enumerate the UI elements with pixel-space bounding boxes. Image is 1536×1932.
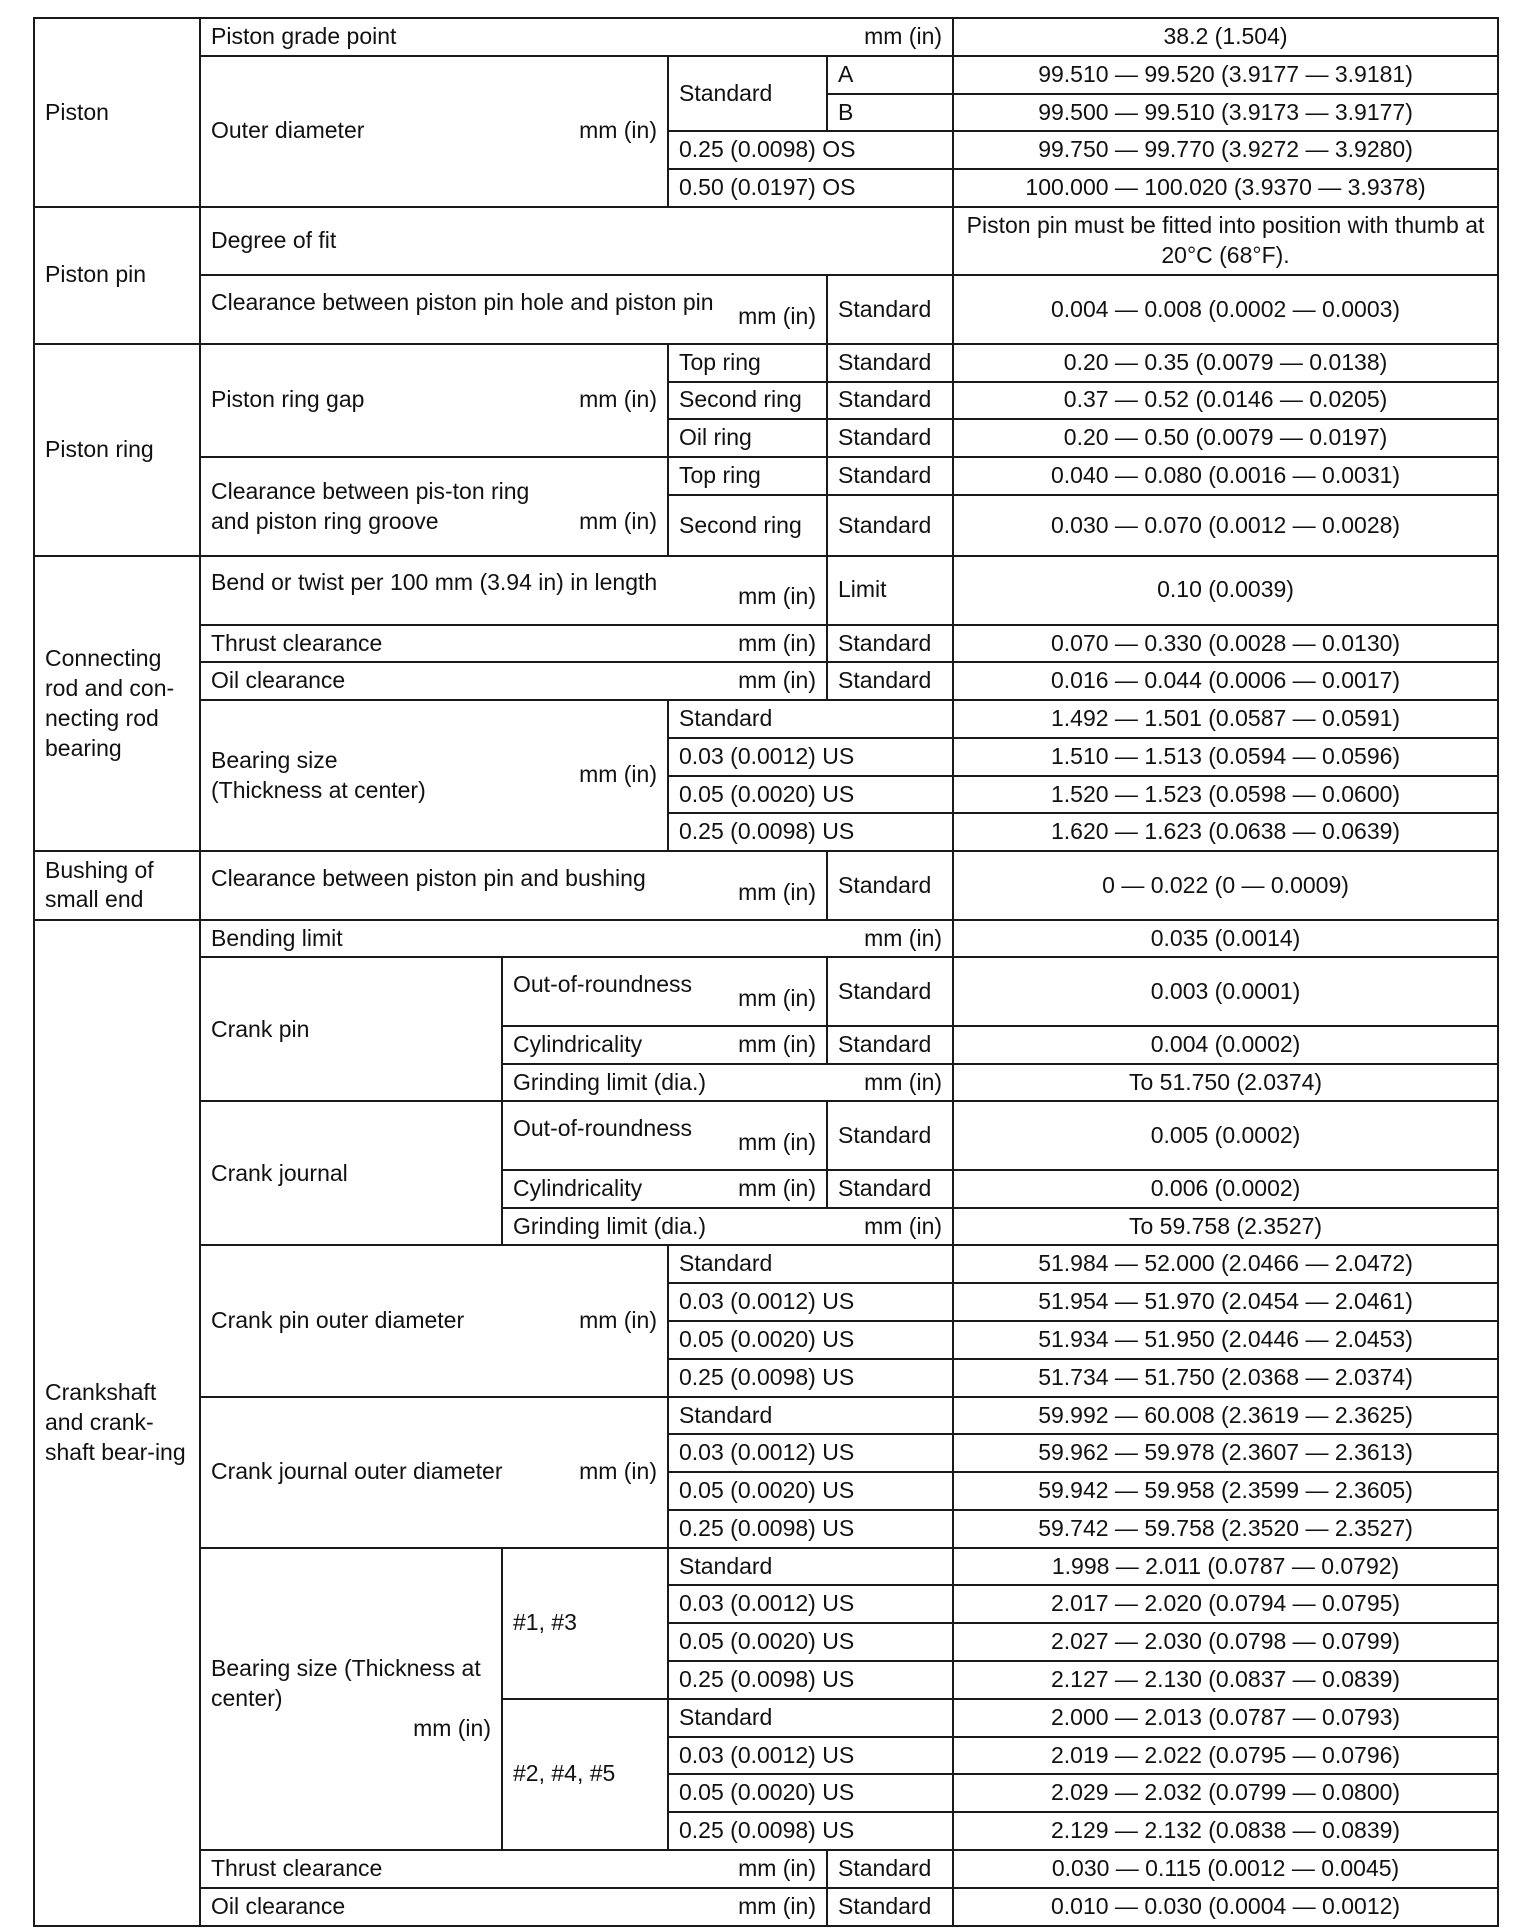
size-value: 1.510 — 1.513 (0.0594 — 0.0596): [953, 738, 1498, 776]
crank-journal-label: Crank journal: [200, 1101, 502, 1245]
size-value: 1.492 — 1.501 (0.0587 — 0.0591): [953, 700, 1498, 738]
category-piston-pin: Piston pin: [34, 207, 200, 344]
standard-label: Standard: [827, 662, 953, 700]
size-value: 2.017 — 2.020 (0.0794 — 0.0795): [953, 1585, 1498, 1623]
unit-label: mm (in): [579, 1307, 657, 1334]
unit-label: mm (in): [738, 984, 816, 1011]
gap-top-value: 0.20 — 0.35 (0.0079 — 0.0138): [953, 344, 1498, 382]
label-text: Outer diameter: [211, 117, 365, 144]
standard-label: Standard: [827, 851, 953, 919]
size-value: 2.127 — 2.130 (0.0837 — 0.0839): [953, 1661, 1498, 1699]
unit-label: mm (in): [738, 1128, 816, 1155]
ring-groove-label: [200, 457, 668, 556]
pin-clearance-type: Standard: [827, 275, 953, 343]
bushing-clearance-value: 0 — 0.022 (0 — 0.0009): [953, 851, 1498, 919]
label-text: Grinding limit (dia.): [513, 1068, 706, 1095]
size-label: 0.25 (0.0098) US: [668, 1359, 953, 1397]
size-label: 0.05 (0.0020) US: [668, 1623, 953, 1661]
size-value: 51.984 — 52.000 (2.0466 — 2.0472): [953, 1245, 1498, 1283]
grade-a-value: 99.510 — 99.520 (3.9177 — 3.9181): [953, 56, 1498, 94]
size-value: 2.019 — 2.022 (0.0795 — 0.0796): [953, 1737, 1498, 1775]
label-text: Clearance between piston pin hole and piston pin: [211, 288, 714, 315]
label-text: Out-of-roundness: [513, 1114, 692, 1141]
table-row: [34, 56, 1498, 94]
os050-value: 100.000 — 100.020 (3.9370 — 3.9378): [953, 169, 1498, 207]
label-text: Clearance between pis-ton ring and piston ring groove: [211, 477, 530, 534]
crank-pin-oor-value: 0.003 (0.0001): [953, 957, 1498, 1025]
grade-b-label: B: [827, 94, 953, 132]
category-bushing: Bushing of small end: [34, 851, 200, 919]
size-label: Standard: [668, 700, 953, 738]
crank-journal-grind-value: To 59.758 (2.3527): [953, 1208, 1498, 1246]
os025-value: 99.750 — 99.770 (3.9272 — 3.9280): [953, 131, 1498, 169]
size-value: 1.998 — 2.011 (0.0787 — 0.0792): [953, 1548, 1498, 1586]
standard-label: Standard: [668, 56, 827, 132]
size-label: 0.25 (0.0098) US: [668, 813, 953, 851]
out-of-roundness-label: [502, 957, 827, 1025]
size-label: 0.03 (0.0012) US: [668, 1737, 953, 1775]
conrod-oil-label: [200, 662, 827, 700]
groove-second-value: 0.030 — 0.070 (0.0012 — 0.0028): [953, 495, 1498, 556]
crank-journal-cyl-value: 0.006 (0.0002): [953, 1170, 1498, 1208]
grinding-limit-label: [502, 1208, 953, 1246]
size-label: Standard: [668, 1699, 953, 1737]
category-conrod: Connecting rod and con-necting rod bearing: [34, 556, 200, 851]
unit-label: mm (in): [738, 1892, 816, 1919]
category-piston: Piston: [34, 18, 200, 207]
grade-a-label: A: [827, 56, 953, 94]
size-value: 2.029 — 2.032 (0.0799 — 0.0800): [953, 1774, 1498, 1812]
table-row: [34, 1850, 1498, 1888]
bend-twist-label: [200, 556, 827, 624]
label-text: Piston ring gap: [211, 386, 365, 413]
unit-label: mm (in): [579, 507, 657, 534]
label-text: (Thickness at center): [211, 776, 426, 803]
label-text: Cylindricality: [513, 1174, 643, 1201]
size-label: 0.25 (0.0098) US: [668, 1510, 953, 1548]
size-label: Standard: [668, 1397, 953, 1435]
standard-label: Standard: [827, 1850, 953, 1888]
size-label: 0.05 (0.0020) US: [668, 776, 953, 814]
piston-grade-point-label: [200, 18, 953, 56]
standard-label: Standard: [827, 495, 953, 556]
size-value: 51.954 — 51.970 (2.0454 — 2.0461): [953, 1283, 1498, 1321]
label-text: Oil clearance: [211, 667, 346, 694]
unit-label: mm (in): [738, 1854, 816, 1881]
label-text: Thrust clearance: [211, 1854, 383, 1881]
standard-label: Standard: [827, 957, 953, 1025]
outer-diameter-label: [200, 56, 668, 207]
crank-oil-value: 0.010 — 0.030 (0.0004 — 0.0012): [953, 1888, 1498, 1926]
gap-second-value: 0.37 — 0.52 (0.0146 — 0.0205): [953, 382, 1498, 420]
unit-label: mm (in): [738, 583, 816, 610]
table-row: [34, 1245, 1498, 1283]
standard-label: Standard: [827, 1101, 953, 1169]
conrod-thrust-label: [200, 625, 827, 663]
size-value: 51.934 — 51.950 (2.0446 — 2.0453): [953, 1321, 1498, 1359]
os050-label: 0.50 (0.0197) OS: [668, 169, 953, 207]
bend-twist-value: 0.10 (0.0039): [953, 556, 1498, 624]
size-label: 0.03 (0.0012) US: [668, 1283, 953, 1321]
category-crankshaft: Crankshaft and crank-shaft bear-ing: [34, 920, 200, 1926]
size-label: 0.03 (0.0012) US: [668, 738, 953, 776]
crank-journal-oor-value: 0.005 (0.0002): [953, 1101, 1498, 1169]
table-row: [34, 662, 1498, 700]
standard-label: Standard: [827, 457, 953, 495]
size-label: 0.03 (0.0012) US: [668, 1434, 953, 1472]
standard-label: Standard: [827, 1026, 953, 1064]
table-row: [34, 344, 1498, 382]
bushing-clearance-label: [200, 851, 827, 919]
unit-label: mm (in): [579, 386, 657, 413]
second-ring-label: Second ring: [668, 382, 827, 420]
crank-pin-grind-value: To 51.750 (2.0374): [953, 1064, 1498, 1102]
table-row: [34, 1101, 1498, 1169]
table-row: [34, 625, 1498, 663]
label-text: Crank pin outer diameter: [211, 1307, 465, 1334]
table-row: [34, 1548, 1498, 1586]
cylindricality-label: [502, 1170, 827, 1208]
standard-label: Standard: [827, 344, 953, 382]
label-text: Bending limit: [211, 924, 343, 951]
unit-label: mm (in): [579, 1458, 657, 1485]
conrod-oil-value: 0.016 — 0.044 (0.0006 — 0.0017): [953, 662, 1498, 700]
table-row: [34, 920, 1498, 958]
crank-thrust-value: 0.030 — 0.115 (0.0012 — 0.0045): [953, 1850, 1498, 1888]
label-text: Cylindricality: [513, 1030, 643, 1057]
journal-od-label: [200, 1397, 668, 1548]
unit-label: mm (in): [864, 924, 943, 951]
table-row: [34, 457, 1498, 495]
unit-label: mm (in): [738, 302, 816, 329]
size-label: Standard: [668, 1548, 953, 1586]
size-value: 1.620 — 1.623 (0.0638 — 0.0639): [953, 813, 1498, 851]
size-label: 0.05 (0.0020) US: [668, 1472, 953, 1510]
size-label: 0.05 (0.0020) US: [668, 1774, 953, 1812]
size-label: 0.05 (0.0020) US: [668, 1321, 953, 1359]
label-text: Out-of-roundness: [513, 970, 692, 997]
standard-label: Standard: [827, 382, 953, 420]
conrod-thrust-value: 0.070 — 0.330 (0.0028 — 0.0130): [953, 625, 1498, 663]
crank-thrust-label: [200, 1850, 827, 1888]
size-value: 2.027 — 2.030 (0.0798 — 0.0799): [953, 1623, 1498, 1661]
category-piston-ring: Piston ring: [34, 344, 200, 556]
grinding-limit-label: [502, 1064, 953, 1102]
unit-label: mm (in): [579, 760, 657, 787]
unit-label: mm (in): [738, 1030, 816, 1057]
unit-label: mm (in): [738, 878, 816, 905]
bending-limit-value: 0.035 (0.0014): [953, 920, 1498, 958]
top-ring-label: Top ring: [668, 344, 827, 382]
gap-oil-value: 0.20 — 0.50 (0.0079 — 0.0197): [953, 419, 1498, 457]
pin-clearance-value: 0.004 — 0.008 (0.0002 — 0.0003): [953, 275, 1498, 343]
label-text: Oil clearance: [211, 1892, 346, 1919]
size-label: Standard: [668, 1245, 953, 1283]
out-of-roundness-label: [502, 1101, 827, 1169]
label-text: Grinding limit (dia.): [513, 1212, 706, 1239]
unit-label: mm (in): [413, 1714, 491, 1741]
size-value: 59.992 — 60.008 (2.3619 — 2.3625): [953, 1397, 1498, 1435]
unit-label: mm (in): [738, 629, 816, 656]
label-text: Bearing size: [211, 746, 338, 773]
size-label: 0.25 (0.0098) US: [668, 1812, 953, 1850]
label-text: Bend or twist per 100 mm (3.94 in) in length: [211, 569, 658, 596]
main-bearing-label: [200, 1548, 502, 1850]
table-row: [34, 207, 1498, 275]
table-row: [34, 556, 1498, 624]
size-label: 0.25 (0.0098) US: [668, 1661, 953, 1699]
oil-ring-label: Oil ring: [668, 419, 827, 457]
size-value: 59.962 — 59.978 (2.3607 — 2.3613): [953, 1434, 1498, 1472]
pin-clearance-label: [200, 275, 827, 343]
degree-of-fit-value: Piston pin must be fitted into position with thumb at 20°C (68°F).: [953, 207, 1498, 275]
label-text: Thrust clearance: [211, 629, 383, 656]
label-text: Piston grade point: [211, 22, 397, 49]
piston-grade-point-value: 38.2 (1.504): [953, 18, 1498, 56]
crank-oil-label: [200, 1888, 827, 1926]
cylindricality-label: [502, 1026, 827, 1064]
table-row: [34, 1397, 1498, 1435]
table-row: [34, 700, 1498, 738]
size-value: 59.942 — 59.958 (2.3599 — 2.3605): [953, 1472, 1498, 1510]
bearing-group-1-label: #1, #3: [502, 1548, 668, 1699]
table-row: [34, 1888, 1498, 1926]
crank-pin-cyl-value: 0.004 (0.0002): [953, 1026, 1498, 1064]
os025-label: 0.25 (0.0098) OS: [668, 131, 953, 169]
unit-label: mm (in): [864, 1212, 943, 1239]
second-ring-label: Second ring: [668, 495, 827, 556]
table-row: [34, 18, 1498, 56]
spec-table: [33, 17, 1499, 1927]
groove-top-value: 0.040 — 0.080 (0.0016 — 0.0031): [953, 457, 1498, 495]
top-ring-label: Top ring: [668, 457, 827, 495]
pin-od-label: [200, 1245, 668, 1396]
grade-b-value: 99.500 — 99.510 (3.9173 — 3.9177): [953, 94, 1498, 132]
degree-of-fit-label: Degree of fit: [200, 207, 953, 275]
label-text: Bearing size (Thickness at center): [211, 1654, 481, 1711]
crank-pin-label: Crank pin: [200, 957, 502, 1101]
table-row: [34, 851, 1498, 919]
label-text: Crank journal outer diameter: [211, 1458, 503, 1485]
label-text: Clearance between piston pin and bushing: [211, 864, 646, 891]
size-value: 59.742 — 59.758 (2.3520 — 2.3527): [953, 1510, 1498, 1548]
standard-label: Standard: [827, 1170, 953, 1208]
unit-label: mm (in): [864, 22, 943, 49]
standard-label: Standard: [827, 625, 953, 663]
size-label: 0.03 (0.0012) US: [668, 1585, 953, 1623]
standard-label: Standard: [827, 419, 953, 457]
unit-label: mm (in): [864, 1068, 943, 1095]
unit-label: mm (in): [738, 667, 816, 694]
size-value: 51.734 — 51.750 (2.0368 — 2.0374): [953, 1359, 1498, 1397]
unit-label: mm (in): [579, 117, 657, 144]
standard-label: Standard: [827, 1888, 953, 1926]
bearing-group-2-label: #2, #4, #5: [502, 1699, 668, 1850]
bending-limit-label: [200, 920, 953, 958]
table-row: [34, 275, 1498, 343]
conrod-bearing-label: [200, 700, 668, 851]
ring-gap-label: [200, 344, 668, 457]
size-value: 1.520 — 1.523 (0.0598 — 0.0600): [953, 776, 1498, 814]
size-value: 2.129 — 2.132 (0.0838 — 0.0839): [953, 1812, 1498, 1850]
table-row: [34, 957, 1498, 1025]
unit-label: mm (in): [738, 1174, 816, 1201]
limit-label: Limit: [827, 556, 953, 624]
size-value: 2.000 — 2.013 (0.0787 — 0.0793): [953, 1699, 1498, 1737]
